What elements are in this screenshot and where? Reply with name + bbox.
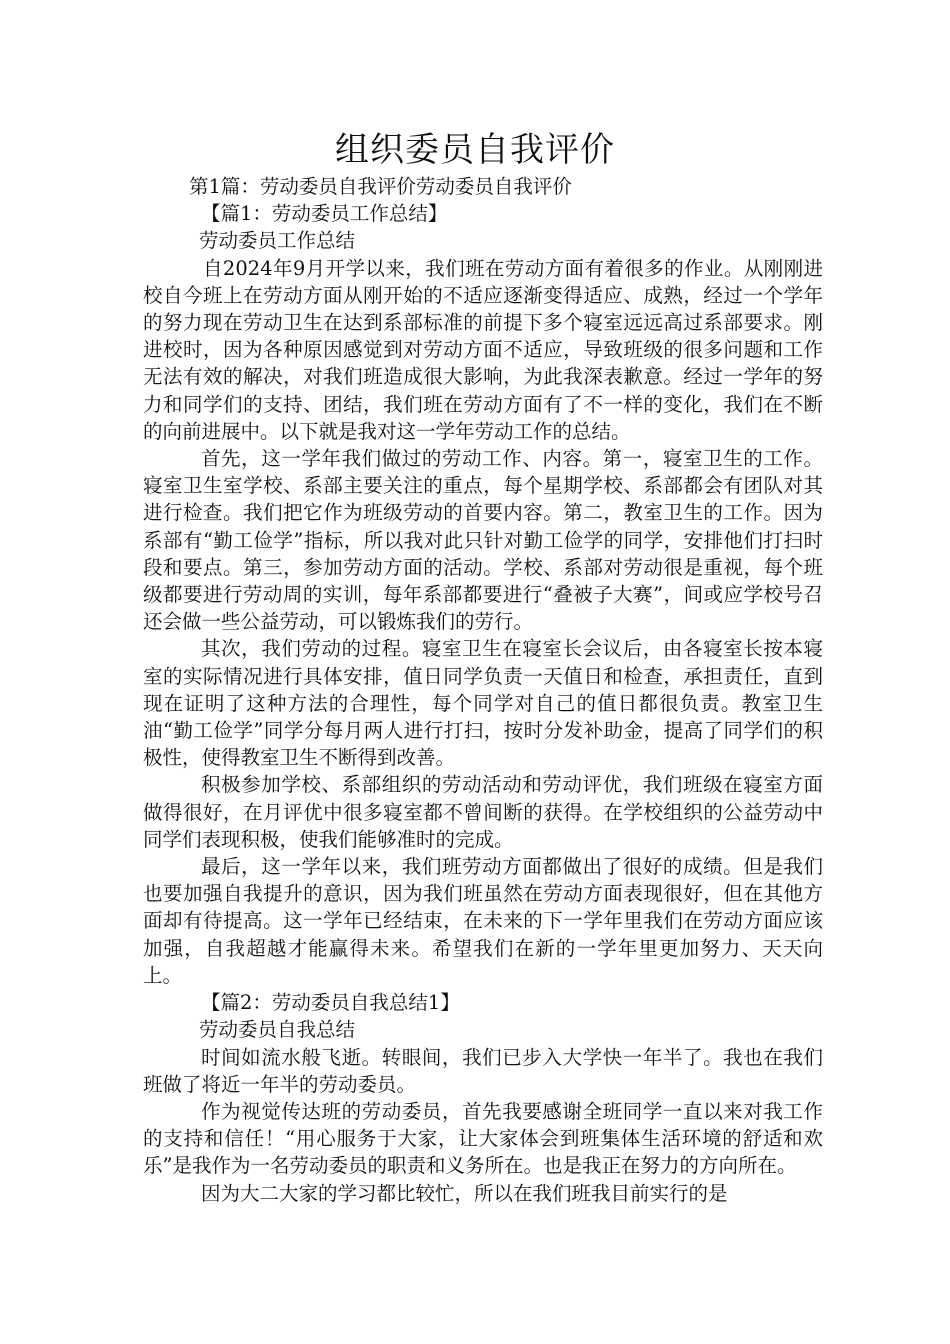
article-subtitle: 第1篇：劳动委员自我评价劳动委员自我评价	[189, 175, 572, 198]
paragraph: 其次，我们劳动的过程。寝室卫生在寝室长会议后，由各寝室长按本寝室的实际情况进行具体安排，值日同学负责一天值日和检查，承担责任，直到现在证明了这种方法的合理性，每个同学对自己的值日都很负责。教室卫生油“勤工俭学”同学分每月两人进行打扫，按时分发补助金，提高了同学们的积极性，使得教室卫生不断得到改善。	[143, 637, 823, 770]
paragraph: 时间如流水般飞逝。转眼间，我们已步入大学快一年半了。我也在我们班做了将近一年半的劳动委员。	[143, 1045, 823, 1096]
paragraph: 首先，这一学年我们做过的劳动工作、内容。第一，寝室卫生的工作。寝室卫生室学校、系部主要关注的重点，每个星期学校、系部都会有团队对其进行检查。我们把它作为班级劳动的首要内容。第二，教室卫生的工作。因为系部有“勤工俭学”指标，所以我对此只针对勤工俭学的同学，安排他们打扫时段和要点。第三，参加劳动方面的活动。学校、系部对劳动很是重视，每个班级都要进行劳动周的实训，每年系部都要进行“叠被子大赛”，间或应学校号召还会做一些公益劳动，可以锻炼我们的劳行。	[143, 447, 823, 634]
document-title: 组织委员自我评价	[335, 130, 615, 170]
document-body	[143, 173, 823, 1207]
paragraph: 最后，这一学年以来，我们班劳动方面都做出了很好的成绩。但是我们也要加强自我提升的意识，因为我们班虽然在劳动方面表现很好，但在其他方面却有待提高。这一学年已经结束，在未来的下一学年里我们在劳动方面应该加强，自我超越才能赢得未来。希望我们在新的一学年里更加努力、天天向上。	[143, 855, 823, 987]
paragraph: 自2024年9月开学以来，我们班在劳动方面有着很多的作业。从刚刚进校自今班上在劳动方面从刚开始的不适应逐渐变得适应、成熟，经过一个学年的努力现在劳动卫生在达到系部标准的前提下多个寝室远远高过系部要求。刚进校时，因为各种原因感觉到对劳动方面不适应，导致班级的很多问题和工作无法有效的解决，对我们班造成很大影响，为此我深表歉意。经过一学年的努力和同学们的支持、团结，我们班在劳动方面有了不一样的变化，我们在不断的向前进展中。以下就是我对这一学年劳动工作的总结。	[143, 256, 823, 443]
paragraph: 作为视觉传达班的劳动委员，首先我要感谢全班同学一直以来对我工作的支持和信任！“用心服务于大家，让大家体会到班集体生活环境的舒适和欢乐”是我作为一名劳动委员的职责和义务所在。也是我正在努力的方向所在。	[143, 1099, 823, 1178]
section-heading: 【篇2：劳动委员自我总结1】	[201, 991, 460, 1015]
paragraph: 积极参加学校、系部组织的劳动活动和劳动评优，我们班级在寝室方面做得很好，在月评优中很多寝室都不曾间断的获得。在学校组织的公益劳动中同学们表现积极，使我们能够准时的完成。	[143, 773, 823, 851]
section-subheading: 劳动委员自我总结	[199, 1018, 356, 1042]
paragraph: 因为大二大家的学习都比较忙，所以在我们班我目前实行的是	[201, 1181, 728, 1205]
section-heading: 【篇1：劳动委员工作总结】	[201, 202, 448, 226]
section-subheading: 劳动委员工作总结	[199, 229, 356, 253]
